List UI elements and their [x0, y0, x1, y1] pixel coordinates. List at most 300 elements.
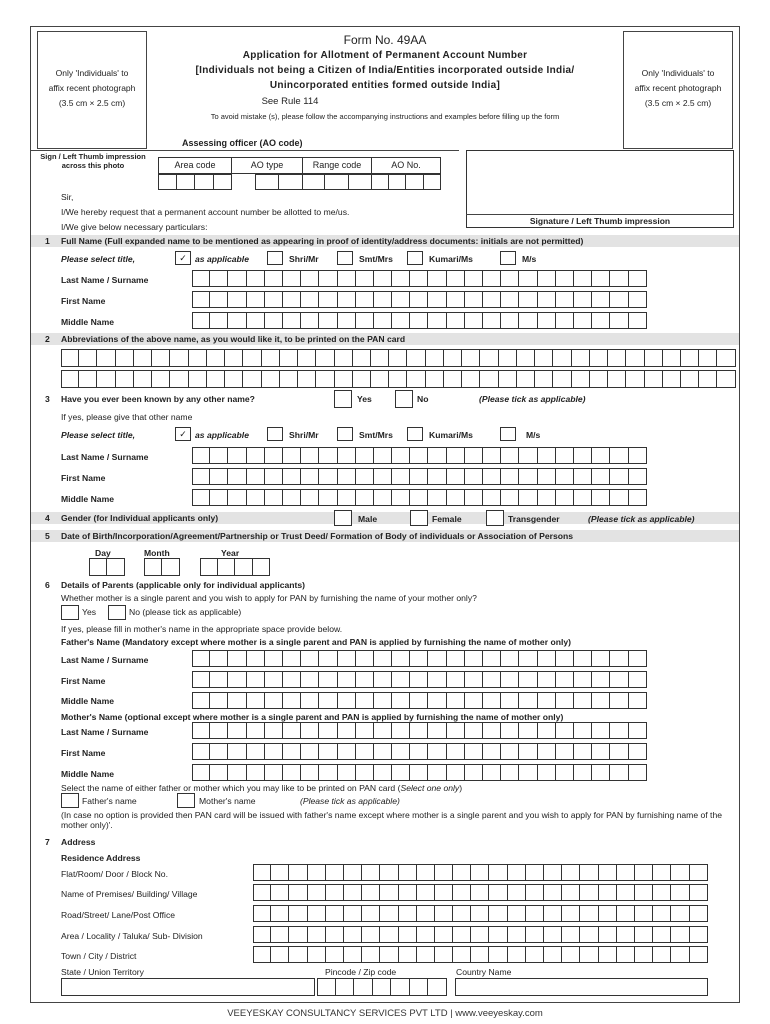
char-box[interactable]: [553, 349, 571, 367]
char-box[interactable]: [407, 349, 425, 367]
char-box[interactable]: [247, 489, 265, 506]
char-box[interactable]: [210, 270, 228, 287]
char-box[interactable]: [681, 349, 699, 367]
char-box[interactable]: [428, 291, 446, 308]
char-box[interactable]: [690, 864, 708, 881]
char-box[interactable]: [356, 312, 374, 329]
char-box[interactable]: [574, 447, 592, 464]
char-box[interactable]: [283, 291, 301, 308]
char-box[interactable]: [635, 946, 653, 963]
char-box[interactable]: [374, 650, 392, 667]
char-box[interactable]: [465, 722, 483, 739]
char-box[interactable]: [447, 270, 465, 287]
char-box[interactable]: [501, 312, 519, 329]
char-box[interactable]: [629, 468, 647, 485]
char-box[interactable]: [517, 349, 535, 367]
char-box[interactable]: [592, 692, 610, 709]
char-box[interactable]: [170, 349, 188, 367]
ao-type-boxes[interactable]: [255, 174, 303, 190]
char-box[interactable]: [483, 692, 501, 709]
char-box[interactable]: [338, 650, 356, 667]
char-box[interactable]: [253, 905, 271, 922]
char-box[interactable]: [417, 946, 435, 963]
char-box[interactable]: [210, 743, 228, 760]
char-box[interactable]: [317, 978, 336, 996]
char-box[interactable]: [610, 692, 628, 709]
char-box[interactable]: [538, 447, 556, 464]
char-box[interactable]: [617, 946, 635, 963]
char-box[interactable]: [265, 489, 283, 506]
char-box[interactable]: [301, 270, 319, 287]
char-box[interactable]: [635, 926, 653, 943]
char-box[interactable]: [501, 489, 519, 506]
char-box[interactable]: [158, 174, 177, 190]
char-box[interactable]: [247, 468, 265, 485]
char-box[interactable]: [326, 946, 344, 963]
char-box[interactable]: [189, 370, 207, 388]
char-box[interactable]: [428, 312, 446, 329]
char-box[interactable]: [253, 558, 271, 576]
sec4-male-checkbox[interactable]: [334, 510, 352, 526]
char-box[interactable]: [374, 743, 392, 760]
char-box[interactable]: [410, 489, 428, 506]
char-box[interactable]: [426, 370, 444, 388]
char-box[interactable]: [301, 764, 319, 781]
char-box[interactable]: [617, 926, 635, 943]
char-box[interactable]: [247, 291, 265, 308]
char-box[interactable]: [356, 722, 374, 739]
char-box[interactable]: [444, 370, 462, 388]
char-box[interactable]: [699, 370, 717, 388]
char-box[interactable]: [428, 692, 446, 709]
char-box[interactable]: [572, 370, 590, 388]
char-box[interactable]: [671, 926, 689, 943]
char-box[interactable]: [592, 764, 610, 781]
char-box[interactable]: [228, 692, 246, 709]
char-box[interactable]: [447, 743, 465, 760]
char-box[interactable]: [538, 489, 556, 506]
sec1-shri-checkbox[interactable]: [267, 251, 283, 265]
char-box[interactable]: [501, 671, 519, 688]
char-box[interactable]: [192, 692, 210, 709]
char-box[interactable]: [538, 312, 556, 329]
char-box[interactable]: [362, 884, 380, 901]
char-box[interactable]: [556, 312, 574, 329]
char-box[interactable]: [362, 905, 380, 922]
char-box[interactable]: [247, 722, 265, 739]
char-box[interactable]: [410, 291, 428, 308]
char-box[interactable]: [574, 692, 592, 709]
char-box[interactable]: [265, 692, 283, 709]
char-box[interactable]: [308, 864, 326, 881]
char-box[interactable]: [574, 312, 592, 329]
char-box[interactable]: [262, 349, 280, 367]
char-box[interactable]: [319, 489, 337, 506]
char-box[interactable]: [192, 650, 210, 667]
char-box[interactable]: [308, 926, 326, 943]
char-box[interactable]: [406, 174, 424, 190]
char-box[interactable]: [283, 764, 301, 781]
char-box[interactable]: [326, 926, 344, 943]
char-box[interactable]: [410, 650, 428, 667]
char-box[interactable]: [374, 468, 392, 485]
char-box[interactable]: [617, 884, 635, 901]
char-box[interactable]: [392, 468, 410, 485]
char-box[interactable]: [483, 671, 501, 688]
char-box[interactable]: [253, 946, 271, 963]
char-box[interactable]: [235, 558, 253, 576]
char-box[interactable]: [228, 743, 246, 760]
char-box[interactable]: [447, 764, 465, 781]
char-box[interactable]: [319, 270, 337, 287]
char-box[interactable]: [170, 370, 188, 388]
char-box[interactable]: [447, 447, 465, 464]
sec6-yes-checkbox[interactable]: [61, 605, 79, 620]
char-box[interactable]: [374, 722, 392, 739]
char-box[interactable]: [519, 722, 537, 739]
char-box[interactable]: [483, 312, 501, 329]
char-box[interactable]: [428, 468, 446, 485]
char-box[interactable]: [471, 884, 489, 901]
char-box[interactable]: [610, 468, 628, 485]
char-box[interactable]: [501, 291, 519, 308]
char-box[interactable]: [428, 447, 446, 464]
char-box[interactable]: [308, 946, 326, 963]
char-box[interactable]: [253, 864, 271, 881]
char-box[interactable]: [265, 671, 283, 688]
char-box[interactable]: [356, 743, 374, 760]
char-box[interactable]: [562, 946, 580, 963]
sec3-as-applicable-checkbox[interactable]: ✓: [175, 427, 191, 441]
char-box[interactable]: [538, 764, 556, 781]
char-box[interactable]: [483, 468, 501, 485]
char-box[interactable]: [435, 905, 453, 922]
char-box[interactable]: [465, 468, 483, 485]
char-box[interactable]: [626, 370, 644, 388]
char-box[interactable]: [717, 349, 735, 367]
char-box[interactable]: [428, 270, 446, 287]
addr-road-boxes[interactable]: [253, 905, 708, 922]
char-box[interactable]: [228, 270, 246, 287]
char-box[interactable]: [610, 312, 628, 329]
char-box[interactable]: [265, 743, 283, 760]
char-box[interactable]: [501, 468, 519, 485]
char-box[interactable]: [519, 650, 537, 667]
char-box[interactable]: [356, 692, 374, 709]
dob-day-boxes[interactable]: [89, 558, 125, 576]
char-box[interactable]: [610, 764, 628, 781]
char-box[interactable]: [599, 946, 617, 963]
char-box[interactable]: [410, 743, 428, 760]
char-box[interactable]: [635, 905, 653, 922]
char-box[interactable]: [629, 312, 647, 329]
char-box[interactable]: [319, 692, 337, 709]
char-box[interactable]: [228, 722, 246, 739]
char-box[interactable]: [629, 722, 647, 739]
char-box[interactable]: [629, 489, 647, 506]
char-box[interactable]: [428, 722, 446, 739]
char-box[interactable]: [465, 692, 483, 709]
char-box[interactable]: [556, 722, 574, 739]
char-box[interactable]: [374, 489, 392, 506]
char-box[interactable]: [301, 650, 319, 667]
char-box[interactable]: [526, 926, 544, 943]
addr-country-input[interactable]: [455, 978, 708, 996]
char-box[interactable]: [389, 174, 407, 190]
char-box[interactable]: [335, 349, 353, 367]
char-box[interactable]: [447, 650, 465, 667]
char-box[interactable]: [480, 370, 498, 388]
char-box[interactable]: [410, 270, 428, 287]
char-box[interactable]: [480, 349, 498, 367]
char-box[interactable]: [283, 671, 301, 688]
char-box[interactable]: [79, 370, 97, 388]
char-box[interactable]: [501, 692, 519, 709]
char-box[interactable]: [610, 743, 628, 760]
char-box[interactable]: [144, 558, 162, 576]
char-box[interactable]: [338, 447, 356, 464]
char-box[interactable]: [271, 905, 289, 922]
char-box[interactable]: [253, 884, 271, 901]
sec6-father-name-checkbox[interactable]: [61, 793, 79, 808]
char-box[interactable]: [308, 905, 326, 922]
char-box[interactable]: [499, 349, 517, 367]
char-box[interactable]: [392, 650, 410, 667]
char-box[interactable]: [371, 174, 389, 190]
char-box[interactable]: [210, 692, 228, 709]
char-box[interactable]: [301, 468, 319, 485]
ao-number-boxes[interactable]: [371, 174, 441, 190]
char-box[interactable]: [374, 270, 392, 287]
char-box[interactable]: [389, 370, 407, 388]
char-box[interactable]: [447, 692, 465, 709]
char-box[interactable]: [501, 722, 519, 739]
char-box[interactable]: [629, 692, 647, 709]
char-box[interactable]: [556, 291, 574, 308]
sec3-no-checkbox[interactable]: [395, 390, 413, 408]
char-box[interactable]: [483, 743, 501, 760]
char-box[interactable]: [265, 270, 283, 287]
addr-flat-boxes[interactable]: [253, 864, 708, 881]
char-box[interactable]: [653, 946, 671, 963]
char-box[interactable]: [301, 489, 319, 506]
addr-pincode-boxes[interactable]: [317, 978, 447, 996]
char-box[interactable]: [526, 946, 544, 963]
char-box[interactable]: [508, 946, 526, 963]
char-box[interactable]: [681, 370, 699, 388]
char-box[interactable]: [483, 722, 501, 739]
father-middle-name-boxes[interactable]: [192, 692, 647, 709]
char-box[interactable]: [192, 743, 210, 760]
char-box[interactable]: [483, 270, 501, 287]
char-box[interactable]: [501, 447, 519, 464]
char-box[interactable]: [590, 370, 608, 388]
char-box[interactable]: [392, 722, 410, 739]
char-box[interactable]: [629, 671, 647, 688]
char-box[interactable]: [580, 864, 598, 881]
char-box[interactable]: [243, 370, 261, 388]
char-box[interactable]: [629, 447, 647, 464]
char-box[interactable]: [447, 489, 465, 506]
char-box[interactable]: [399, 884, 417, 901]
char-box[interactable]: [107, 558, 125, 576]
dob-month-boxes[interactable]: [144, 558, 180, 576]
char-box[interactable]: [626, 349, 644, 367]
char-box[interactable]: [519, 743, 537, 760]
sec2-abbrev-row1[interactable]: [61, 349, 736, 367]
char-box[interactable]: [210, 671, 228, 688]
char-box[interactable]: [519, 312, 537, 329]
char-box[interactable]: [380, 946, 398, 963]
char-box[interactable]: [508, 926, 526, 943]
char-box[interactable]: [247, 743, 265, 760]
char-box[interactable]: [301, 692, 319, 709]
char-box[interactable]: [690, 946, 708, 963]
char-box[interactable]: [489, 864, 507, 881]
char-box[interactable]: [465, 270, 483, 287]
char-box[interactable]: [574, 291, 592, 308]
char-box[interactable]: [79, 349, 97, 367]
char-box[interactable]: [362, 864, 380, 881]
sec1-last-name-boxes[interactable]: [192, 270, 647, 287]
char-box[interactable]: [489, 946, 507, 963]
char-box[interactable]: [556, 671, 574, 688]
char-box[interactable]: [410, 312, 428, 329]
char-box[interactable]: [210, 291, 228, 308]
char-box[interactable]: [519, 489, 537, 506]
char-box[interactable]: [374, 671, 392, 688]
char-box[interactable]: [338, 692, 356, 709]
char-box[interactable]: [428, 489, 446, 506]
char-box[interactable]: [356, 468, 374, 485]
char-box[interactable]: [462, 349, 480, 367]
char-box[interactable]: [671, 864, 689, 881]
mother-first-name-boxes[interactable]: [192, 743, 647, 760]
addr-state-input[interactable]: [61, 978, 315, 996]
char-box[interactable]: [374, 447, 392, 464]
char-box[interactable]: [428, 650, 446, 667]
char-box[interactable]: [435, 864, 453, 881]
char-box[interactable]: [338, 468, 356, 485]
char-box[interactable]: [97, 370, 115, 388]
char-box[interactable]: [338, 671, 356, 688]
char-box[interactable]: [392, 489, 410, 506]
char-box[interactable]: [580, 905, 598, 922]
char-box[interactable]: [610, 489, 628, 506]
char-box[interactable]: [465, 312, 483, 329]
char-box[interactable]: [247, 447, 265, 464]
char-box[interactable]: [225, 370, 243, 388]
sec3-middle-name-boxes[interactable]: [192, 489, 647, 506]
char-box[interactable]: [610, 722, 628, 739]
char-box[interactable]: [326, 884, 344, 901]
char-box[interactable]: [471, 864, 489, 881]
ao-area-code-boxes[interactable]: [158, 174, 232, 190]
char-box[interactable]: [574, 764, 592, 781]
char-box[interactable]: [302, 174, 325, 190]
char-box[interactable]: [265, 650, 283, 667]
char-box[interactable]: [392, 447, 410, 464]
char-box[interactable]: [592, 722, 610, 739]
char-box[interactable]: [380, 905, 398, 922]
char-box[interactable]: [629, 743, 647, 760]
addr-premises-boxes[interactable]: [253, 884, 708, 901]
char-box[interactable]: [538, 291, 556, 308]
char-box[interactable]: [483, 650, 501, 667]
char-box[interactable]: [301, 722, 319, 739]
sec3-shri-checkbox[interactable]: [267, 427, 283, 441]
char-box[interactable]: [574, 489, 592, 506]
char-box[interactable]: [192, 468, 210, 485]
char-box[interactable]: [392, 291, 410, 308]
char-box[interactable]: [410, 722, 428, 739]
char-box[interactable]: [210, 722, 228, 739]
char-box[interactable]: [635, 864, 653, 881]
char-box[interactable]: [410, 978, 429, 996]
char-box[interactable]: [247, 692, 265, 709]
char-box[interactable]: [556, 489, 574, 506]
char-box[interactable]: [210, 312, 228, 329]
char-box[interactable]: [653, 905, 671, 922]
char-box[interactable]: [417, 905, 435, 922]
char-box[interactable]: [192, 447, 210, 464]
char-box[interactable]: [483, 489, 501, 506]
char-box[interactable]: [544, 905, 562, 922]
char-box[interactable]: [228, 312, 246, 329]
char-box[interactable]: [465, 743, 483, 760]
char-box[interactable]: [519, 291, 537, 308]
char-box[interactable]: [690, 884, 708, 901]
char-box[interactable]: [562, 905, 580, 922]
char-box[interactable]: [580, 926, 598, 943]
sec1-ms-checkbox[interactable]: [500, 251, 516, 265]
char-box[interactable]: [283, 650, 301, 667]
father-last-name-boxes[interactable]: [192, 650, 647, 667]
char-box[interactable]: [399, 905, 417, 922]
char-box[interactable]: [247, 671, 265, 688]
char-box[interactable]: [319, 764, 337, 781]
char-box[interactable]: [225, 349, 243, 367]
char-box[interactable]: [629, 291, 647, 308]
char-box[interactable]: [617, 905, 635, 922]
char-box[interactable]: [574, 671, 592, 688]
char-box[interactable]: [538, 743, 556, 760]
char-box[interactable]: [699, 349, 717, 367]
char-box[interactable]: [195, 174, 214, 190]
char-box[interactable]: [410, 671, 428, 688]
char-box[interactable]: [265, 447, 283, 464]
char-box[interactable]: [465, 489, 483, 506]
char-box[interactable]: [574, 743, 592, 760]
char-box[interactable]: [207, 370, 225, 388]
char-box[interactable]: [356, 650, 374, 667]
char-box[interactable]: [556, 447, 574, 464]
char-box[interactable]: [380, 884, 398, 901]
char-box[interactable]: [210, 764, 228, 781]
char-box[interactable]: [410, 468, 428, 485]
char-box[interactable]: [189, 349, 207, 367]
char-box[interactable]: [538, 671, 556, 688]
char-box[interactable]: [192, 270, 210, 287]
char-box[interactable]: [574, 270, 592, 287]
char-box[interactable]: [265, 722, 283, 739]
char-box[interactable]: [447, 468, 465, 485]
char-box[interactable]: [592, 312, 610, 329]
char-box[interactable]: [247, 650, 265, 667]
char-box[interactable]: [326, 864, 344, 881]
char-box[interactable]: [89, 558, 107, 576]
char-box[interactable]: [428, 743, 446, 760]
